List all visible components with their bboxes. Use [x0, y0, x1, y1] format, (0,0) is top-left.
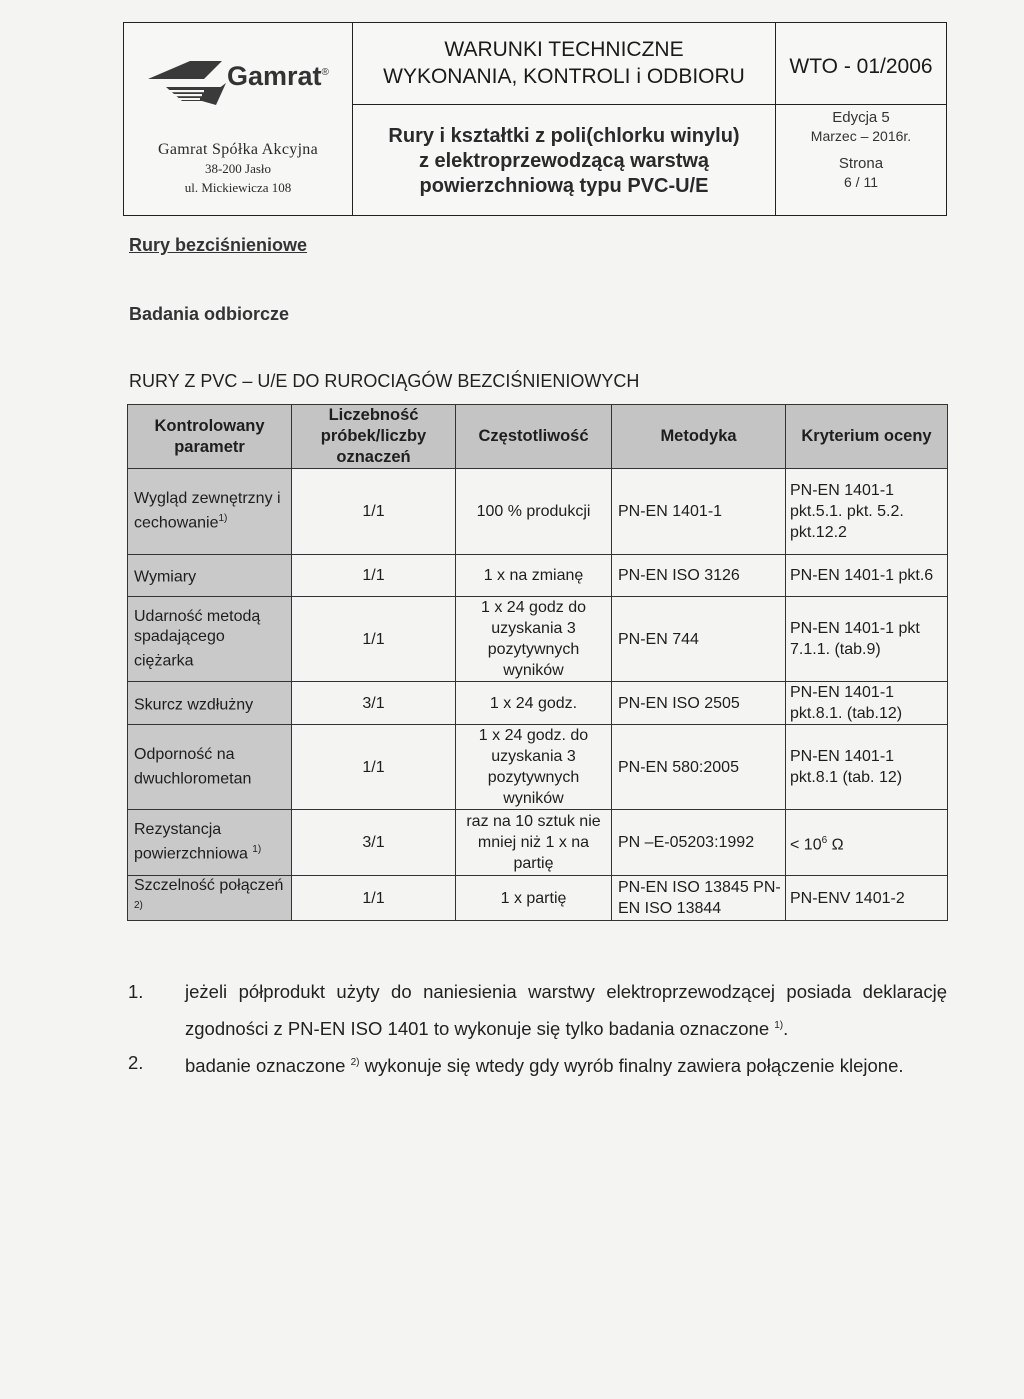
cell-param: Wygląd zewnętrzny i cechowanie$^{1)}$	[128, 469, 292, 555]
cell-count: 1/1	[292, 725, 456, 810]
page-label: Strona	[838, 155, 884, 172]
table-caption: RURY Z PVC – U/E DO RUROCIĄGÓW BEZCIŚNIENIOWYCH	[129, 371, 640, 391]
cell-frequency: 1 x 24 godz.	[456, 682, 612, 725]
section-title: Rury bezciśnieniowe	[129, 235, 308, 255]
subsection-title: Badania odbiorcze	[129, 304, 290, 324]
cell-param: Rezystancja powierzchniowa $^{1)}$	[128, 810, 292, 876]
edition-label: Edycja 5	[832, 109, 890, 126]
table-row	[128, 682, 948, 725]
header-param: Kontrolowany parametr	[128, 405, 292, 469]
cell-count: 1/1	[292, 597, 456, 682]
header-frequency: Częstotliwość	[456, 405, 612, 469]
edition-date: Marzec – 2016r.	[810, 128, 912, 144]
tests-table	[127, 404, 948, 921]
title-line-2: WYKONANIA, KONTROLI i ODBIORU	[383, 65, 745, 88]
cell-criterion: PN-EN 1401-1 pkt.5.1. pkt. 5.2. pkt.12.2	[786, 469, 948, 555]
page-number: 6 / 11	[844, 174, 878, 190]
table-row	[128, 876, 948, 921]
table-row	[128, 555, 948, 597]
logo-wordmark: Gamrat®	[227, 61, 329, 91]
cell-criterion: PN-EN 1401-1 pkt 7.1.1. (tab.9)	[786, 597, 948, 682]
cell-param: Udarność metodą spadającego ciężarka	[128, 597, 292, 682]
company-info	[124, 141, 352, 197]
footnotes	[128, 975, 947, 1083]
footnote-2: 2. badanie oznaczone $^{2)}$ wykonuje się wtedy gdy wyrób finalny zawiera połączenie klejone.	[128, 1052, 904, 1077]
cell-method: PN-EN 580:2005	[612, 725, 786, 810]
company-logo	[142, 57, 342, 117]
gamrat-logo-icon	[142, 57, 232, 117]
cell-count: 1/1	[292, 469, 456, 555]
cell-method: PN-EN 1401-1	[612, 469, 786, 555]
cell-count: 1/1	[292, 876, 456, 921]
subject-line-3: powierzchniową typu PVC-U/E	[419, 175, 709, 197]
header-count: Liczebność próbek/liczby oznaczeń	[292, 405, 456, 469]
cell-frequency: 100 % produkcji	[456, 469, 612, 555]
company-address-street: ul. Mickiewicza 108	[184, 180, 292, 195]
table-row	[128, 469, 948, 555]
cell-param: Skurcz wzdłużny	[128, 682, 292, 725]
document-header	[123, 22, 947, 216]
cell-method: PN-EN ISO 13845 PN-EN ISO 13844	[612, 876, 786, 921]
cell-criterion: PN-EN 1401-1 pkt.6	[786, 555, 948, 597]
table-row	[128, 810, 948, 876]
company-name: Gamrat Spółka Akcyjna	[157, 141, 319, 158]
subject-line-2: z elektroprzewodzącą warstwą	[418, 150, 710, 172]
footnote-1: 1. jeżeli półprodukt użyty do naniesienia warstwy elektroprzewodzącej posiada deklarację zgodności z PN-EN ISO 1401 to wykonuje się tylko badania oznaczone $^{1)}$.	[128, 981, 947, 1040]
subject-line-1: Rury i kształtki z poli(chlorku winylu)	[388, 125, 740, 147]
cell-criterion: < $10^6$ Ω	[786, 810, 948, 876]
header-method: Metodyka	[612, 405, 786, 469]
cell-count: 3/1	[292, 810, 456, 876]
company-block	[124, 23, 353, 215]
cell-method: PN-EN ISO 3126	[612, 555, 786, 597]
cell-frequency: raz na 10 sztuk nie mniej niż 1 x na partię	[456, 810, 612, 876]
document-revision	[776, 105, 946, 215]
cell-method: PN-EN ISO 2505	[612, 682, 786, 725]
cell-criterion: PN-ENV 1401-2	[786, 876, 948, 921]
company-address-city: 38-200 Jasło	[204, 161, 272, 176]
table-row	[128, 725, 948, 810]
header-criterion: Kryterium oceny	[786, 405, 948, 469]
table-header-row	[128, 405, 948, 469]
document-title	[353, 23, 776, 105]
cell-criterion: PN-EN 1401-1 pkt.8.1 (tab. 12)	[786, 725, 948, 810]
cell-param: Szczelność połączeń $^{2)}$	[128, 876, 292, 921]
cell-param: Odporność na dwuchlorometan	[128, 725, 292, 810]
cell-frequency: 1 x na zmianę	[456, 555, 612, 597]
document-subject	[353, 105, 776, 215]
cell-criterion: PN-EN 1401-1 pkt.8.1. (tab.12)	[786, 682, 948, 725]
cell-method: PN-EN 744	[612, 597, 786, 682]
table-row	[128, 597, 948, 682]
cell-frequency: 1 x partię	[456, 876, 612, 921]
document-code: WTO - 01/2006	[776, 23, 946, 105]
title-line-1: WARUNKI TECHNICZNE	[444, 38, 684, 61]
cell-count: 3/1	[292, 682, 456, 725]
cell-param: Wymiary	[128, 555, 292, 597]
cell-frequency: 1 x 24 godz do uzyskania 3 pozytywnych wyników	[456, 597, 612, 682]
cell-count: 1/1	[292, 555, 456, 597]
cell-frequency: 1 x 24 godz. do uzyskania 3 pozytywnych wyników	[456, 725, 612, 810]
cell-method: PN –E-05203:1992	[612, 810, 786, 876]
